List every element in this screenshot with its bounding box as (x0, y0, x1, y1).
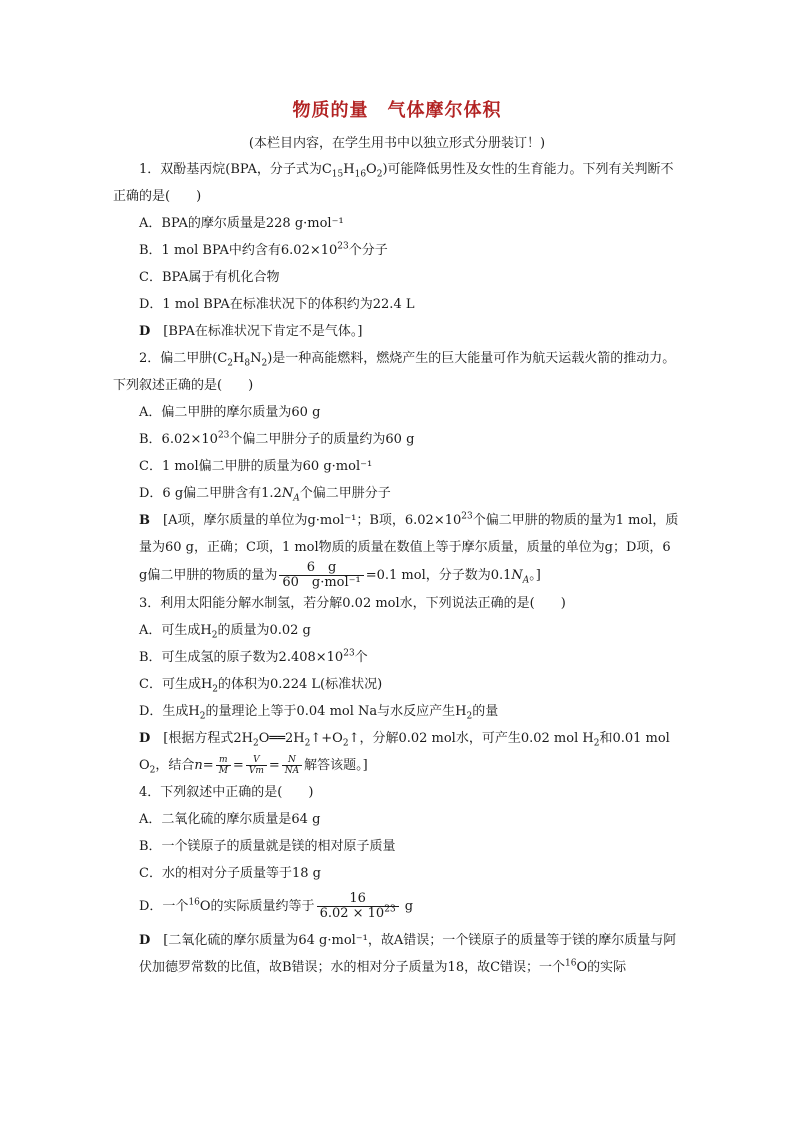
q4-option-a: A．二氧化硫的摩尔质量是64 g (139, 812, 321, 827)
q2-answer: B [A项，摩尔质量的单位为g·mol⁻¹；B项，$6.02\times 10^{23}$个偏二甲肼的物质的量为1 mol，质量为60 g，正确；C项，1 mol物质的质量在数值上等于摩尔质量，质量的单位为g；D项，6 g偏二甲肼的物质的量为 $\frac{6 g}{\text{60 g·mol⁻¹}}$ =0.1 mol，分子数为$0.1N_A$。] (139, 511, 679, 590)
q3-option-c: C．可生成$H_2$的体积为0.224 L(标准状况) (139, 677, 383, 695)
q3-option-d: D．生成$H_2$的量理论上等于0.04 mol Na与水反应产生$H_2$的量 (139, 704, 499, 722)
q4-fraction: $\frac{16}{6.02 \times 10^{23}}$ (317, 892, 399, 921)
q2-stem: 2．偏二甲肼$(C_2H_8N_2)$是一种高能燃料，燃烧产生的巨大能量可作为航天运载火箭的推动力。下列叙述正确的是( ) (113, 351, 676, 393)
q1-option-a: A．BPA的摩尔质量是228 g·mol⁻¹ (139, 216, 344, 231)
q3-answer: D [根据方程式$2H_2O══2H_2↑+O_2↑$，分解0.02 mol水，可产生0.02 mol $H_2$和0.01 mol $O_2$，结合n= $\frac{m}{M}$ = $\frac{V}{Vm}$ = $\frac{N}{NA}$ 解答该题。] (139, 731, 670, 776)
q1-option-b: B．1 mol BPA中约含有$6.02\times 10^{23}$个分子 (139, 241, 388, 258)
q4-option-d: D．一个$^{16}$O的实际质量约等于 $\frac{16}{6.02 \times 10^{23}}$ g (139, 891, 414, 921)
q4-option-c: C．水的相对分子质量等于18 g (139, 866, 321, 881)
q1-option-d: D．1 mol BPA在标准状况下的体积约为22.4 L (139, 297, 415, 312)
q3-fraction-n: $\frac{N}{NA}$ (282, 755, 302, 776)
page-title: 物质的量 气体摩尔体积 (292, 100, 502, 121)
q2-option-d: D．6 g偏二甲肼含有$1.2N_A$个偏二甲肼分子 (139, 486, 391, 504)
q3-option-a: A．可生成$H_2$的质量为0.02 g (139, 623, 311, 641)
q1-option-c: C．BPA属于有机化合物 (139, 270, 280, 285)
q4-stem: 4．下列叙述中正确的是( ) (139, 785, 314, 800)
q2-fraction: $\frac{6 g}{\text{60 g·mol⁻¹}}$ (279, 561, 363, 590)
q3-stem: 3．利用太阳能分解水制氢，若分解0.02 mol水，下列说法正确的是( ) (139, 596, 566, 611)
q2-option-a: A．偏二甲肼的摩尔质量为60 g (139, 405, 321, 420)
q1-stem: 1．双酚基丙烷(BPA，分子式为$C_{15}H_{16}O_2$)可能降低男性及女性的生育能力。下列有关判断不正确的是( ) (113, 162, 674, 204)
q3-option-b: B．可生成氢的原子数为$2.408\times 10^{23}$个 (139, 648, 368, 665)
q2-option-c: C．1 mol偏二甲肼的质量为60 g·mol⁻¹ (139, 459, 373, 474)
q3-fraction-m: $\frac{m}{M}$ (216, 755, 231, 776)
question-list (113, 156, 683, 981)
q4-option-b: B．一个镁原子的质量就是镁的相对原子质量 (139, 839, 396, 854)
q1-answer: D [BPA在标准状况下肯定不是气体。] (139, 324, 363, 339)
page-subtitle: (本栏目内容，在学生用书中以独立形式分册装订！) (248, 136, 546, 151)
q4-answer: D [二氧化硫的摩尔质量为64 g·mol⁻¹，故A错误；一个镁原子的质量等于镁的摩尔质量与阿伏加德罗常数的比值，故B错误；水的相对分子质量为18，故C错误；一个$^{16}$O的实际 (139, 933, 677, 975)
q2-option-b: B．$6.02\times 10^{23}$个偏二甲肼分子的质量约为60 g (139, 430, 415, 447)
q3-fraction-v: $\frac{V}{Vm}$ (246, 755, 267, 776)
